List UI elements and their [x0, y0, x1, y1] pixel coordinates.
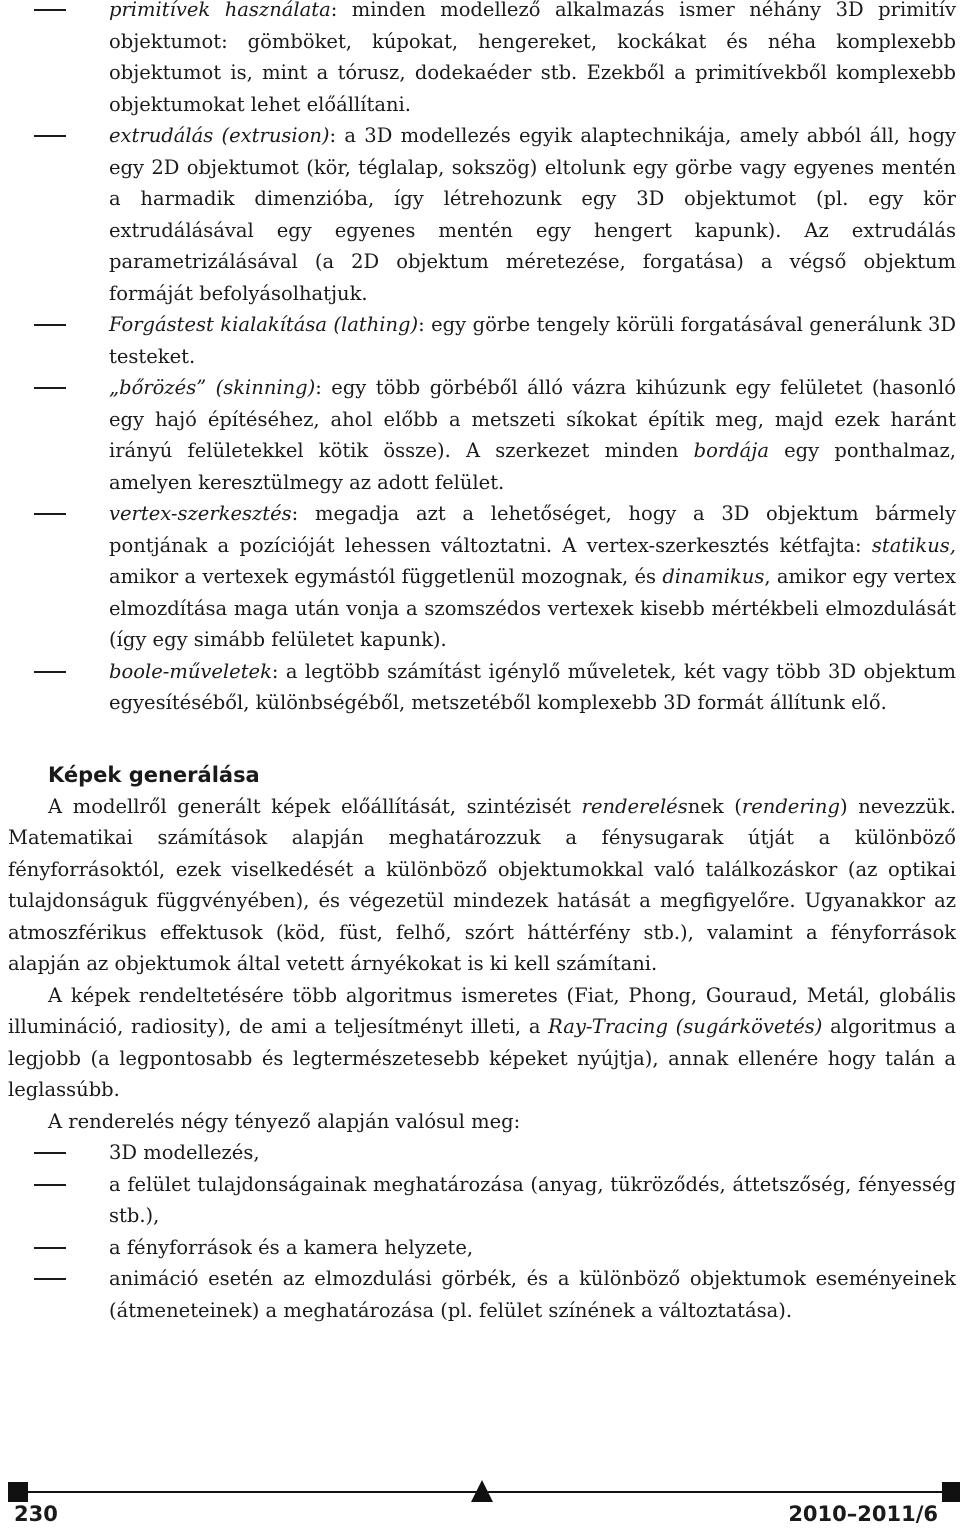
list-term: boole-műveletek	[109, 659, 272, 683]
list-item	[8, 372, 956, 498]
list-term: Forgástest kialakítása (lathing)	[109, 313, 419, 336]
list-text: egy ponthalmaz, amelyen keresztülmegy az adott felület.	[109, 439, 956, 494]
list-text: animáció esetén az elmozdulási görbék, és a különböző objektumok eseményeinek (átmeneteinek) a meghatározása (pl. felület színének a változtatása).	[109, 1267, 956, 1322]
dash-bullet	[34, 1278, 66, 1280]
list-item	[8, 1169, 956, 1232]
list-text: : a 3D modellezés egyik alaptechnikája, amely abból áll, hogy egy 2D objektumot (kör, téglalap, sokszög) eltolunk egy görbe vagy egyenes mentén a harmadik dimenzióba, így létrehozunk egy 3D objektumot (pl. egy kör extrudálásával egy egyenes mentén egy hengert kapunk). Az extrudálás parametrizálásával (a 2D objektum méretezése, forgatása) a végső objektum formáját befolyásolhatjuk.	[109, 124, 956, 305]
paragraph-text: A modellről generált képek előállítását, szintézisét	[48, 794, 582, 818]
list-item	[8, 498, 956, 656]
dash-bullet	[34, 671, 66, 673]
section-heading: Képek generálása	[48, 762, 260, 787]
technique-list	[8, 0, 956, 719]
paragraph-text: algoritmus a legjobb (a legpontosabb és legtermészetesebb képeket nyújtja), annak ellenére hogy talán a leglassúbb.	[8, 1015, 956, 1101]
square-marker-icon	[8, 1482, 28, 1502]
list-text: , amikor egy vertex elmozdítása maga után vonja a szomszédos vertexek kisebb mértékbeli elmozdulását (így egy simább felületet kapunk).	[109, 565, 956, 651]
list-term: „bőrözés” (skinning)	[109, 376, 316, 399]
list-text: : megadja azt a lehetőséget, hogy a 3D objektum bármely pontjának a pozícióját lehessen változtatni. A vertex-szerkesztés kétfajta:	[109, 502, 956, 557]
list-item	[8, 120, 956, 309]
list-text: a fényforrások és a kamera helyzete,	[109, 1235, 474, 1259]
list-text: : a legtöbb számítást igénylő műveletek, két vagy több 3D objektum egyesítéséből, különbségéből, metszetéből komplexebb 3D formát állítunk elő.	[109, 659, 956, 714]
list-term: extrudálás (extrusion)	[109, 124, 330, 147]
triangle-marker-icon	[471, 1480, 493, 1502]
list-item	[8, 1232, 956, 1264]
list-term: vertex-szerkesztés	[109, 502, 292, 525]
list-term: primitívek használata	[109, 0, 331, 21]
list-item	[8, 0, 956, 120]
dash-bullet	[34, 9, 66, 11]
list-term: bordája	[693, 439, 769, 462]
factor-list	[8, 1137, 956, 1326]
paragraph-text: A képek rendeltetésére több algoritmus ismeretes (Fiat, Phong, Gouraud, Metál, globális illumináció, radiosity), de ami a teljesítményt illeti, a	[8, 983, 956, 1038]
term-italic: rendering	[741, 794, 840, 818]
dash-bullet	[34, 135, 66, 137]
list-item	[8, 1263, 956, 1326]
list-text: : egy több görbéből álló vázra kihúzunk egy felületet (hasonló egy hajó építéséhez, ahol előbb a metszeti síkokat építik meg, majd ezek haránt irányú felületekkel kötik össze). A szerkezet minden	[109, 376, 957, 462]
paragraph-factors: A renderelés négy tényező alapján valósul meg:	[48, 1109, 521, 1133]
list-term: statikus,	[871, 533, 956, 557]
list-item	[8, 656, 956, 719]
issue-number: 2010–2011/6	[788, 1502, 938, 1526]
list-text: : egy görbe tengely körüli forgatásával generálunk 3D testeket.	[109, 313, 956, 368]
list-item	[8, 309, 956, 372]
paragraph-text: nek (	[687, 794, 742, 818]
page-footer	[0, 1482, 960, 1528]
page-number: 230	[14, 1502, 58, 1526]
term-italic: Ray-Tracing (sugárkövetés)	[548, 1015, 823, 1038]
dash-bullet	[34, 1152, 66, 1154]
paragraph-text: ) nevezzük. Matematikai számítások alapján meghatározzuk a fénysugarak útját a különböző fényforrásoktól, ezek viselkedését a különböző objektumokkal való találkozáskor (az optikai tulajdonságuk függvényében), és végezetül mindezek hatását a megfigyelőre. Ugyanakkor az atmoszférikus effektusok (köd, füst, felhő, szórt háttérfény stb.), valamint a fényforrások alapján az objektumok által vetett árnyékokat is ki kell számítani.	[8, 794, 956, 975]
dash-bullet	[34, 324, 66, 326]
dash-bullet	[34, 1247, 66, 1249]
dash-bullet	[34, 387, 66, 389]
list-term: dinamikus	[662, 565, 765, 588]
list-item	[8, 1137, 956, 1169]
list-text: amikor a vertexek egymástól függetlenül mozognak, és	[109, 565, 663, 588]
term-italic: renderelés	[581, 794, 688, 818]
square-marker-icon	[942, 1482, 960, 1502]
dash-bullet	[34, 1184, 66, 1186]
list-text: : minden modellező alkalmazás ismer néhány 3D primitív objektumot: gömböket, kúpokat, hengereket, kockákat és néha komplexebb objektumot is, mint a tórusz, dodekaéder stb. Ezekből a primitívekből komplexebb objektumokat lehet előállítani.	[109, 0, 956, 116]
list-text: a felület tulajdonságainak meghatározása (anyag, tükröződés, áttetszőség, fényesség stb.),	[109, 1172, 956, 1227]
page-content	[8, 0, 956, 1326]
paragraph-algorithms	[8, 980, 956, 1106]
list-text: 3D modellezés,	[109, 1141, 260, 1164]
dash-bullet	[34, 513, 66, 515]
paragraph-rendering	[8, 791, 956, 980]
